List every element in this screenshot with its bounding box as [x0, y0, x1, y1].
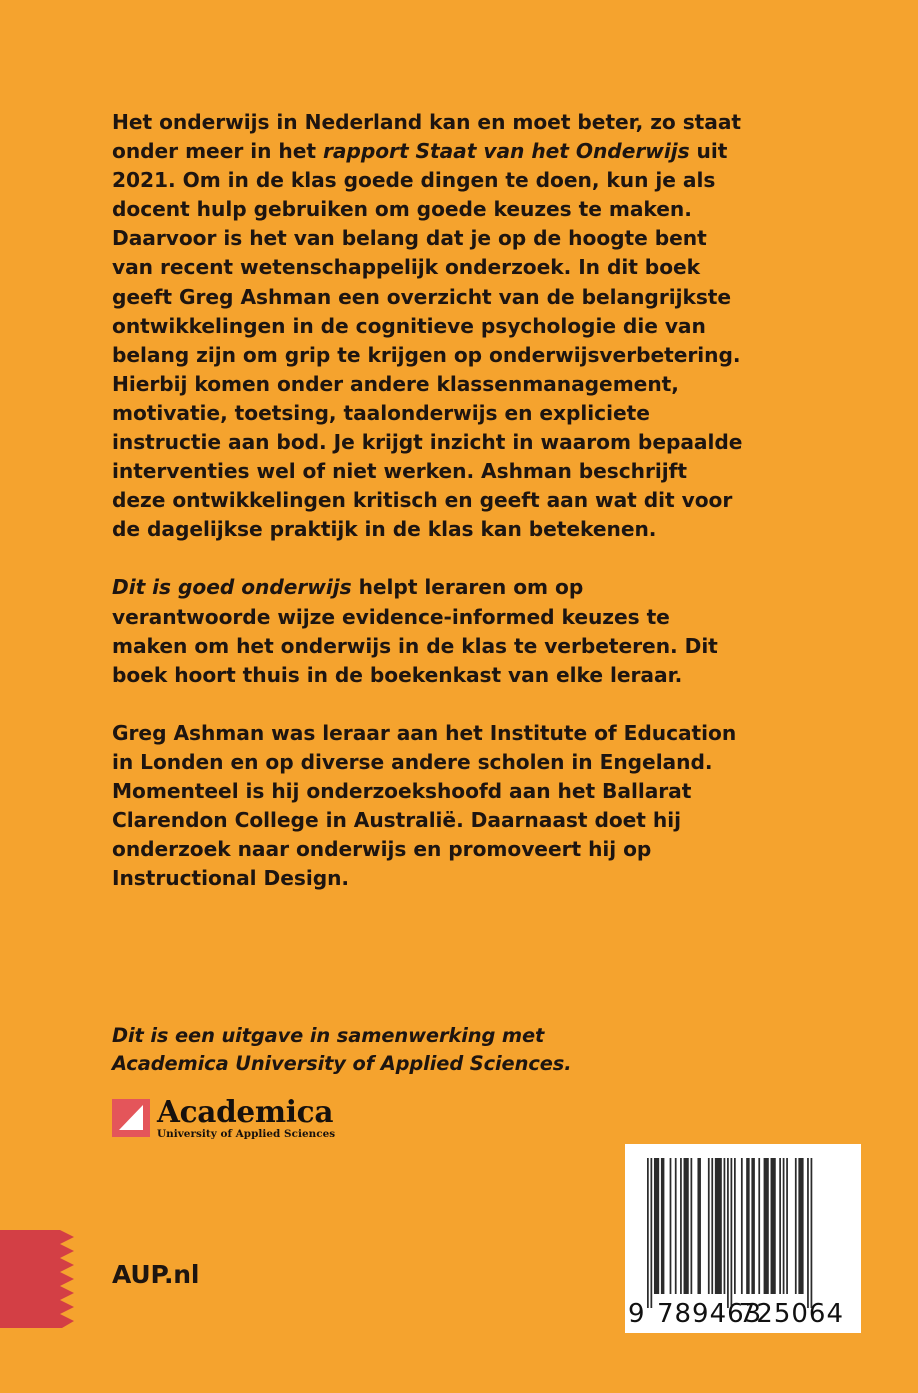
copublisher-note-line-1: Dit is een uitgave in samenwerking met: [112, 1024, 545, 1047]
sawtooth-shape: [0, 1230, 74, 1328]
academica-logo-name: Academica: [157, 1094, 334, 1129]
publisher-website[interactable]: AUP.nl: [112, 1260, 200, 1289]
academica-logo: [112, 1094, 336, 1143]
copublisher-note: [112, 1022, 672, 1078]
copublisher-note-line-2: Academica University of Applied Sciences.: [112, 1052, 572, 1075]
red-sawtooth-tab: [0, 1230, 74, 1328]
svg-text:789463: 789463: [656, 1299, 763, 1329]
svg-text:9: 9: [628, 1299, 646, 1329]
isbn-barcode: [625, 1144, 861, 1333]
svg-text:725064: 725064: [738, 1299, 845, 1329]
blurb-p1-text-before-title: Het onderwijs in Nederland kan en moet beter, zo staat onder meer in het: [112, 110, 742, 164]
blurb-p1-report-title: rapport Staat van het Onderwijs: [322, 139, 690, 164]
academica-logo-wordmark: [157, 1094, 336, 1140]
blurb-paragraph-1: [112, 108, 744, 544]
blurb-p2-book-title: Dit is goed onderwijs: [112, 575, 352, 600]
back-cover-blurb: [112, 108, 744, 893]
triangle-shape: [119, 1105, 143, 1130]
triangle-in-square-icon: [112, 1099, 150, 1137]
blurb-p2-text: helpt leraren om op verantwoorde wijze evidence-informed keuzes te maken om het onderwijs in de klas te verbeteren. Dit boek hoort thuis in de boekenkast van elke leraar.: [112, 575, 718, 687]
academica-logo-tagline: University of Applied Sciences: [157, 1128, 336, 1140]
blurb-paragraph-2: [112, 573, 744, 689]
blurb-p1-text-after-title: uit 2021. Om in de klas goede dingen te doen, kun je als docent hulp gebruiken om goede keuzes te maken. Daarvoor is het van belang dat je op de hoogte bent van recent wetenschappelijk onderzoek. In dit boek geeft Greg Ashman een overzicht van de belangrijkste ontwikkelingen in de cognitieve psychologie die van belang zijn om grip te krijgen op onderwijsverbetering. Hierbij komen onder andere klassenmanagement, motivatie, toetsing, taalonderwijs en expliciete instructie aan bod. Je krijgt inzicht in waarom bepaalde interventies wel of niet werken. Ashman beschrijft deze ontwikkelingen kritisch en geeft aan wat dit voor de dagelijkse praktijk in de klas kan betekenen.: [112, 139, 743, 542]
blurb-paragraph-3-author-bio: Greg Ashman was leraar aan het Institute of Education in Londen en op diverse andere scholen in Engeland. Momenteel is hij onderzoekshoofd aan het Ballarat Clarendon College in Australië. Daarnaast doet hij onderzoek naar onderwijs en promoveert hij op Instructional Design.: [112, 720, 737, 891]
